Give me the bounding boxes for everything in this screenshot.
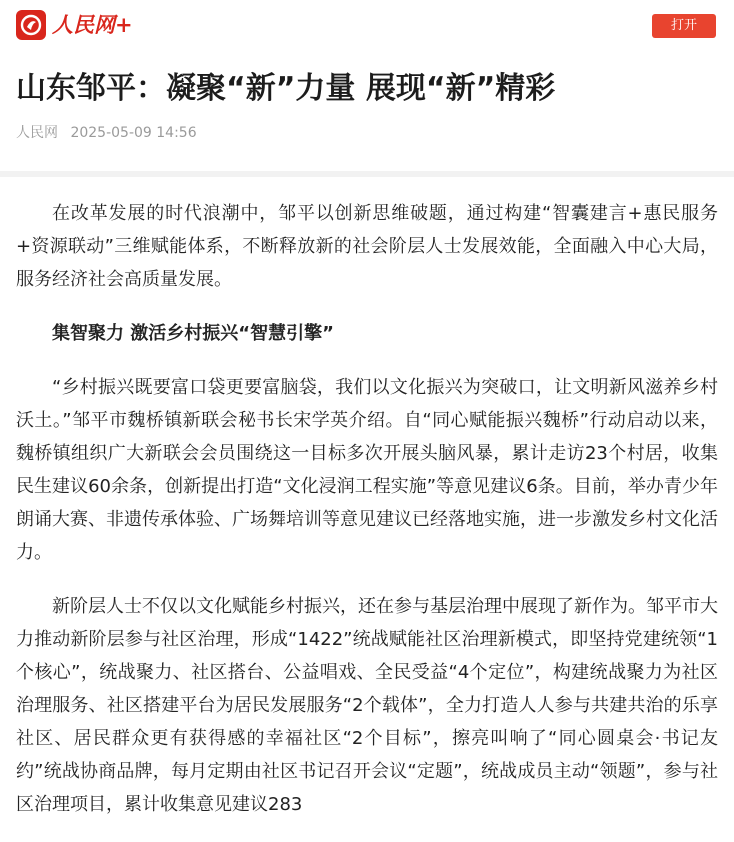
section-divider — [0, 171, 734, 177]
article-paragraph: 在改革发展的时代浪潮中，邹平以创新思维破题，通过构建“智囊建言+惠民服务+资源联动”三维赋能体系，不断释放新的社会阶层人士发展效能，全面融入中心大局，服务经济社会高质量发展。 — [16, 203, 718, 290]
article-meta — [16, 123, 197, 143]
brand-logo[interactable] — [16, 10, 133, 40]
article-source[interactable]: 人民网 — [16, 125, 58, 141]
article-paragraph: “乡村振兴既要富口袋更要富脑袋，我们以文化振兴为突破口，让文明新风滋养乡村沃土。”邹平市魏桥镇新联会秘书长宋学英介绍。自“同心赋能振兴魏桥”行动启动以来，魏桥镇组织广大新联会会员围绕这一目标多次开展头脑风暴，累计走访23个村居，收集民生建议60余条，创新提出打造“文化浸润工程实施”等意见建议6条。目前，举办青少年朗诵大赛、非遗传承体验、广场舞培训等意见建议已经落地实施，进一步激发乡村文化活力。 — [16, 377, 718, 563]
article-body — [16, 197, 718, 842]
open-app-button[interactable]: 打开 — [652, 14, 716, 38]
top-bar — [0, 0, 734, 52]
article-title: 山东邹平：凝聚“新”力量 展现“新”精彩 — [16, 71, 556, 106]
article-subheading: 集智聚力 激活乡村振兴“智慧引擎” — [52, 323, 334, 344]
article-paragraph: 新阶层人士不仅以文化赋能乡村振兴，还在参与基层治理中展现了新作为。邹平市大力推动新阶层参与社区治理，形成“1422”统战赋能社区治理新模式，即坚持党建统领“1个核心”，统战聚力、社区搭台、公益唱戏、全民受益“4个定位”，构建统战聚力为社区治理服务、社区搭建平台为居民发展服务“2个载体”，全力打造人人参与共建共治的乐享社区、居民群众更有获得感的幸福社区“2个目标”，擦亮叫响了“同心圆桌会·书记友约”统战协商品牌，每月定期由社区书记召开会议“定题”，统战成员主动“领题”，参与社区治理项目，累计收集意见建议283 — [16, 596, 718, 815]
article-datetime: 2025-05-09 14:56 — [70, 125, 197, 141]
people-daily-logo-icon — [16, 10, 46, 40]
brand-logo-text: 人民网+ — [52, 12, 133, 37]
